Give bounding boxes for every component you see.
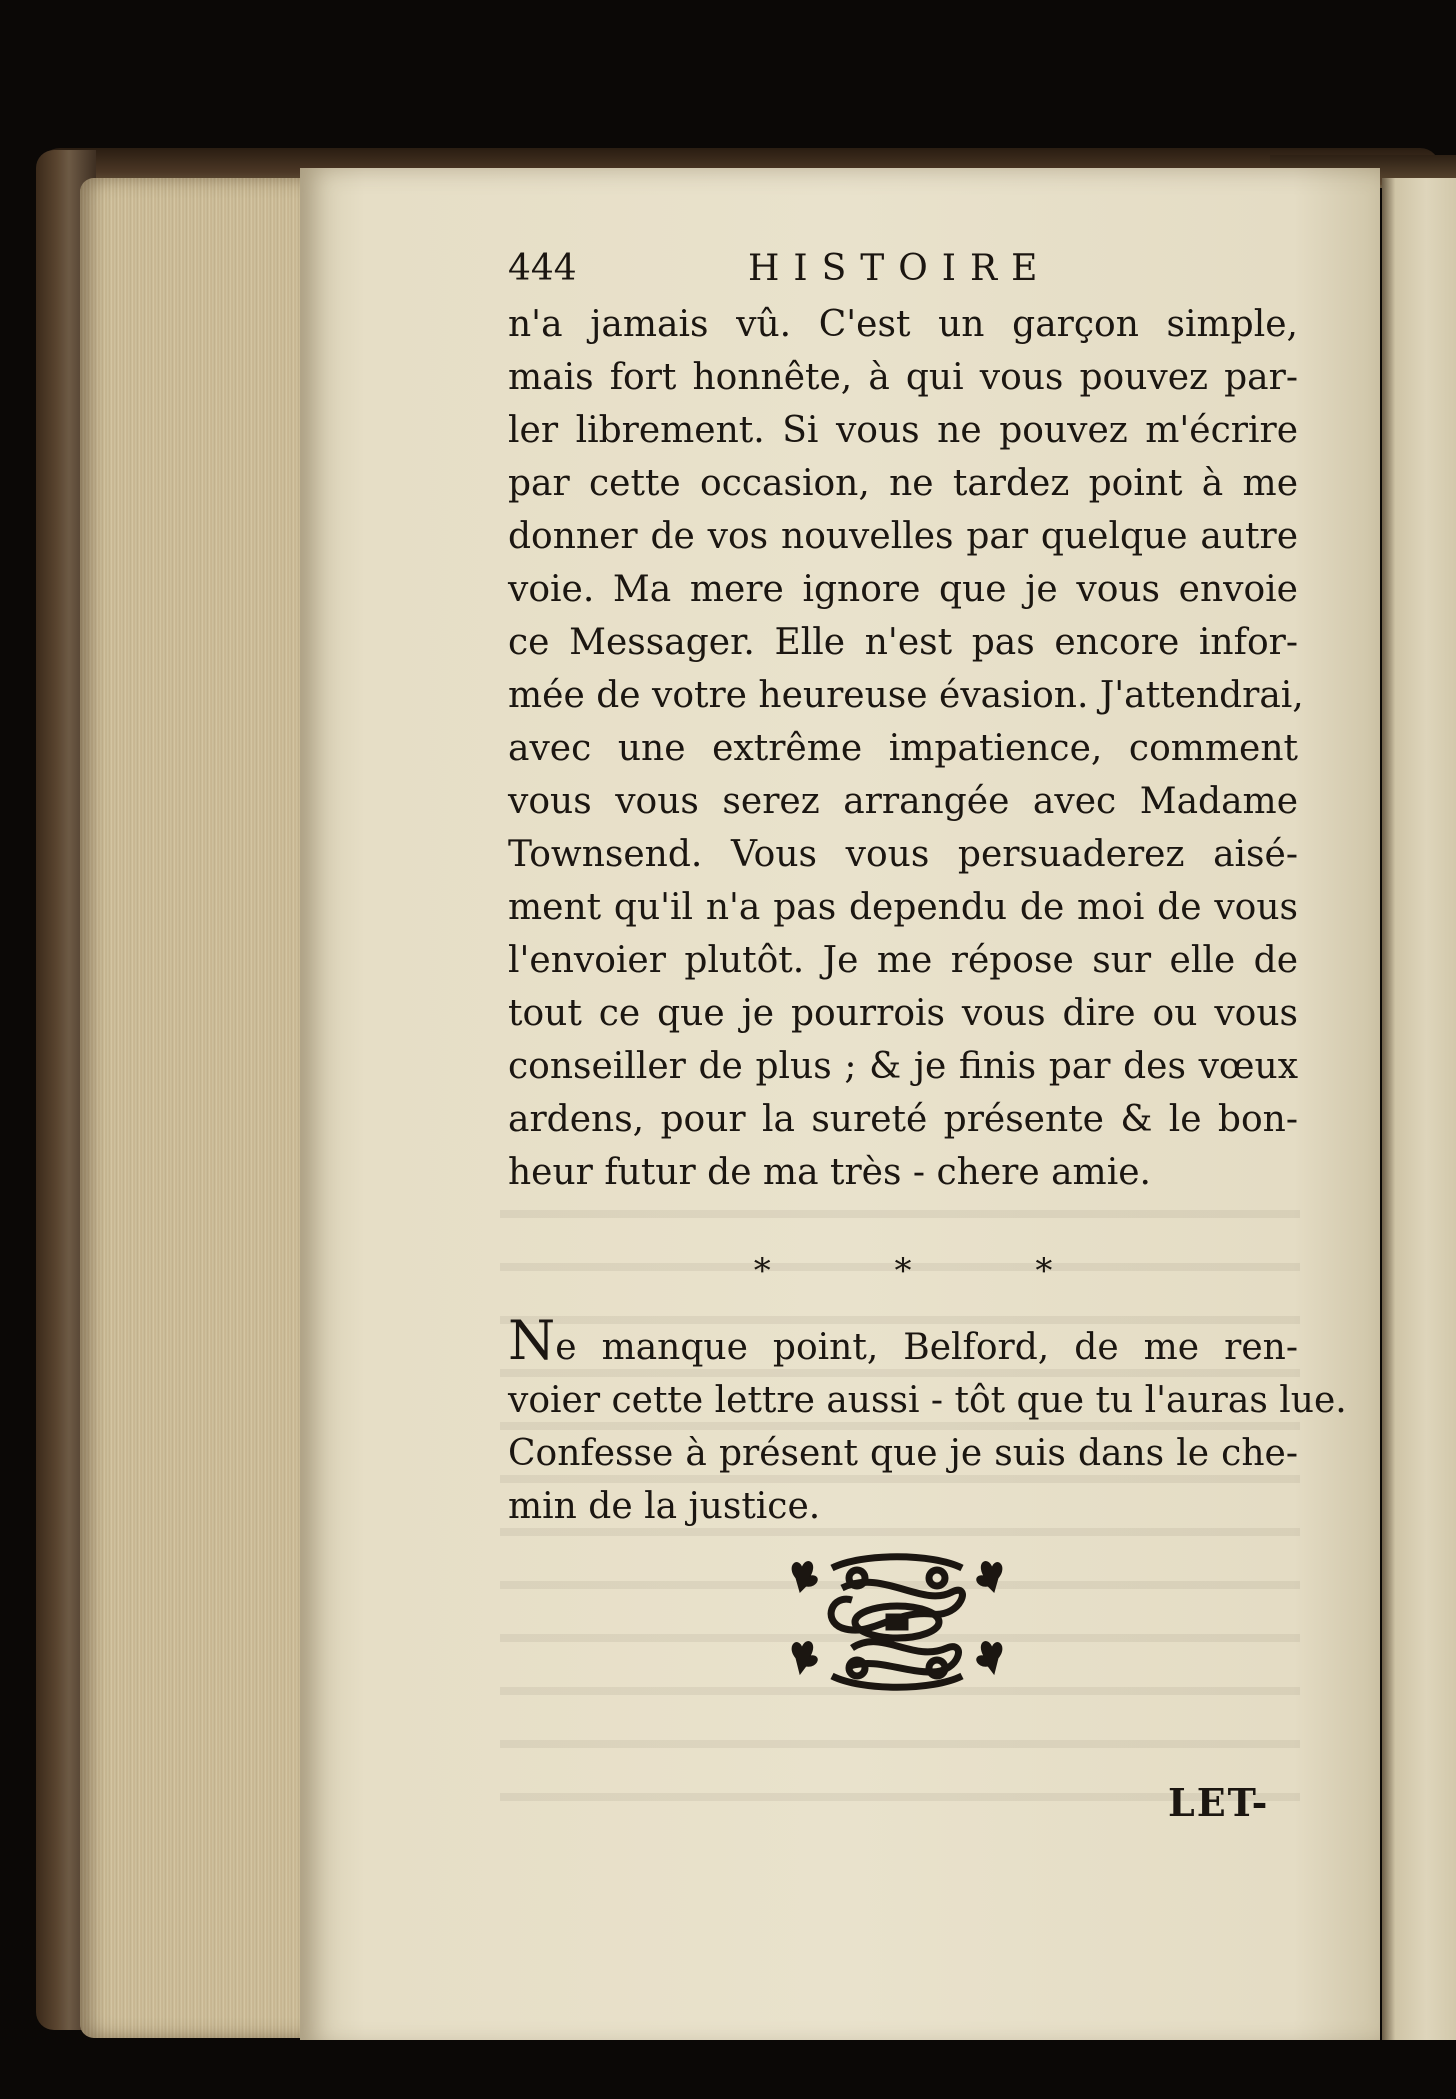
text-line: par cette occasion, ne tardez point à me (508, 463, 1298, 504)
running-head (508, 248, 1308, 298)
text-line: vous vous serez arrangée avec Madame (508, 781, 1298, 822)
text-line: mée de votre heureuse évasion. J'attendrai, (508, 675, 1304, 716)
text-line: avec une extrême impatience, comment (508, 728, 1298, 769)
leaf-sprig (792, 1642, 817, 1674)
running-title: HISTOIRE (748, 248, 1052, 289)
text-line: ment qu'il n'a pas dependu de moi de vous (508, 887, 1298, 928)
text-line: Confesse à présent que je suis dans le che- (508, 1433, 1298, 1474)
text-line: Townsend. Vous vous persuaderez aisé- (508, 834, 1298, 875)
text-line: ler librement. Si vous ne pouvez m'écrire (508, 410, 1298, 451)
asterisk: * (753, 1251, 771, 1291)
text-line: donner de vos nouvelles par quelque autre (508, 516, 1298, 557)
text-line: tout ce que je pourrois vous dire ou vous (508, 993, 1298, 1034)
postscript-first-line-text: e manque point, Belford, de me ren- (555, 1327, 1298, 1368)
opposite-page-sliver (1382, 178, 1456, 2058)
text-line: ardens, pour la sureté présente & le bon- (508, 1099, 1298, 1140)
printers-ornament (782, 1548, 1012, 1698)
knot-center (886, 1614, 908, 1630)
page-number: 444 (508, 248, 577, 289)
asterisk: * (1035, 1251, 1053, 1291)
asterisk: * (894, 1251, 912, 1291)
text-line: heur futur de ma très - chere amie. (508, 1152, 1151, 1193)
text-line: ce Messager. Elle n'est pas encore infor- (508, 622, 1298, 663)
letter-body (508, 298, 1308, 1199)
page-edges-stack (80, 178, 320, 2038)
drop-letter: N (508, 1309, 556, 1372)
text-line: n'a jamais vû. C'est un garçon simple, (508, 304, 1298, 345)
leaf-sprig (977, 1562, 1002, 1592)
text-line: conseiller de plus ; & je finis par des vœux (508, 1046, 1298, 1087)
text-line: min de la justice. (508, 1486, 821, 1527)
text-line: mais fort honnête, à qui vous pouvez par- (508, 357, 1298, 398)
leaf-sprig (792, 1562, 817, 1592)
leaf-sprig (977, 1642, 1002, 1674)
postscript-first-line (508, 1309, 1298, 1374)
text-line: l'envoier plutôt. Je me répose sur elle de (508, 940, 1298, 981)
bottom-shadow (0, 2040, 1456, 2099)
section-separator (508, 1251, 1298, 1311)
text-line: voier cette lettre aussi - tôt que tu l'auras lue. (508, 1380, 1347, 1421)
postscript (508, 1309, 1347, 1533)
catchword: LET- (1168, 1780, 1270, 1825)
text-line: voie. Ma mere ignore que je vous envoie (508, 569, 1298, 610)
page-text (508, 248, 1347, 1533)
